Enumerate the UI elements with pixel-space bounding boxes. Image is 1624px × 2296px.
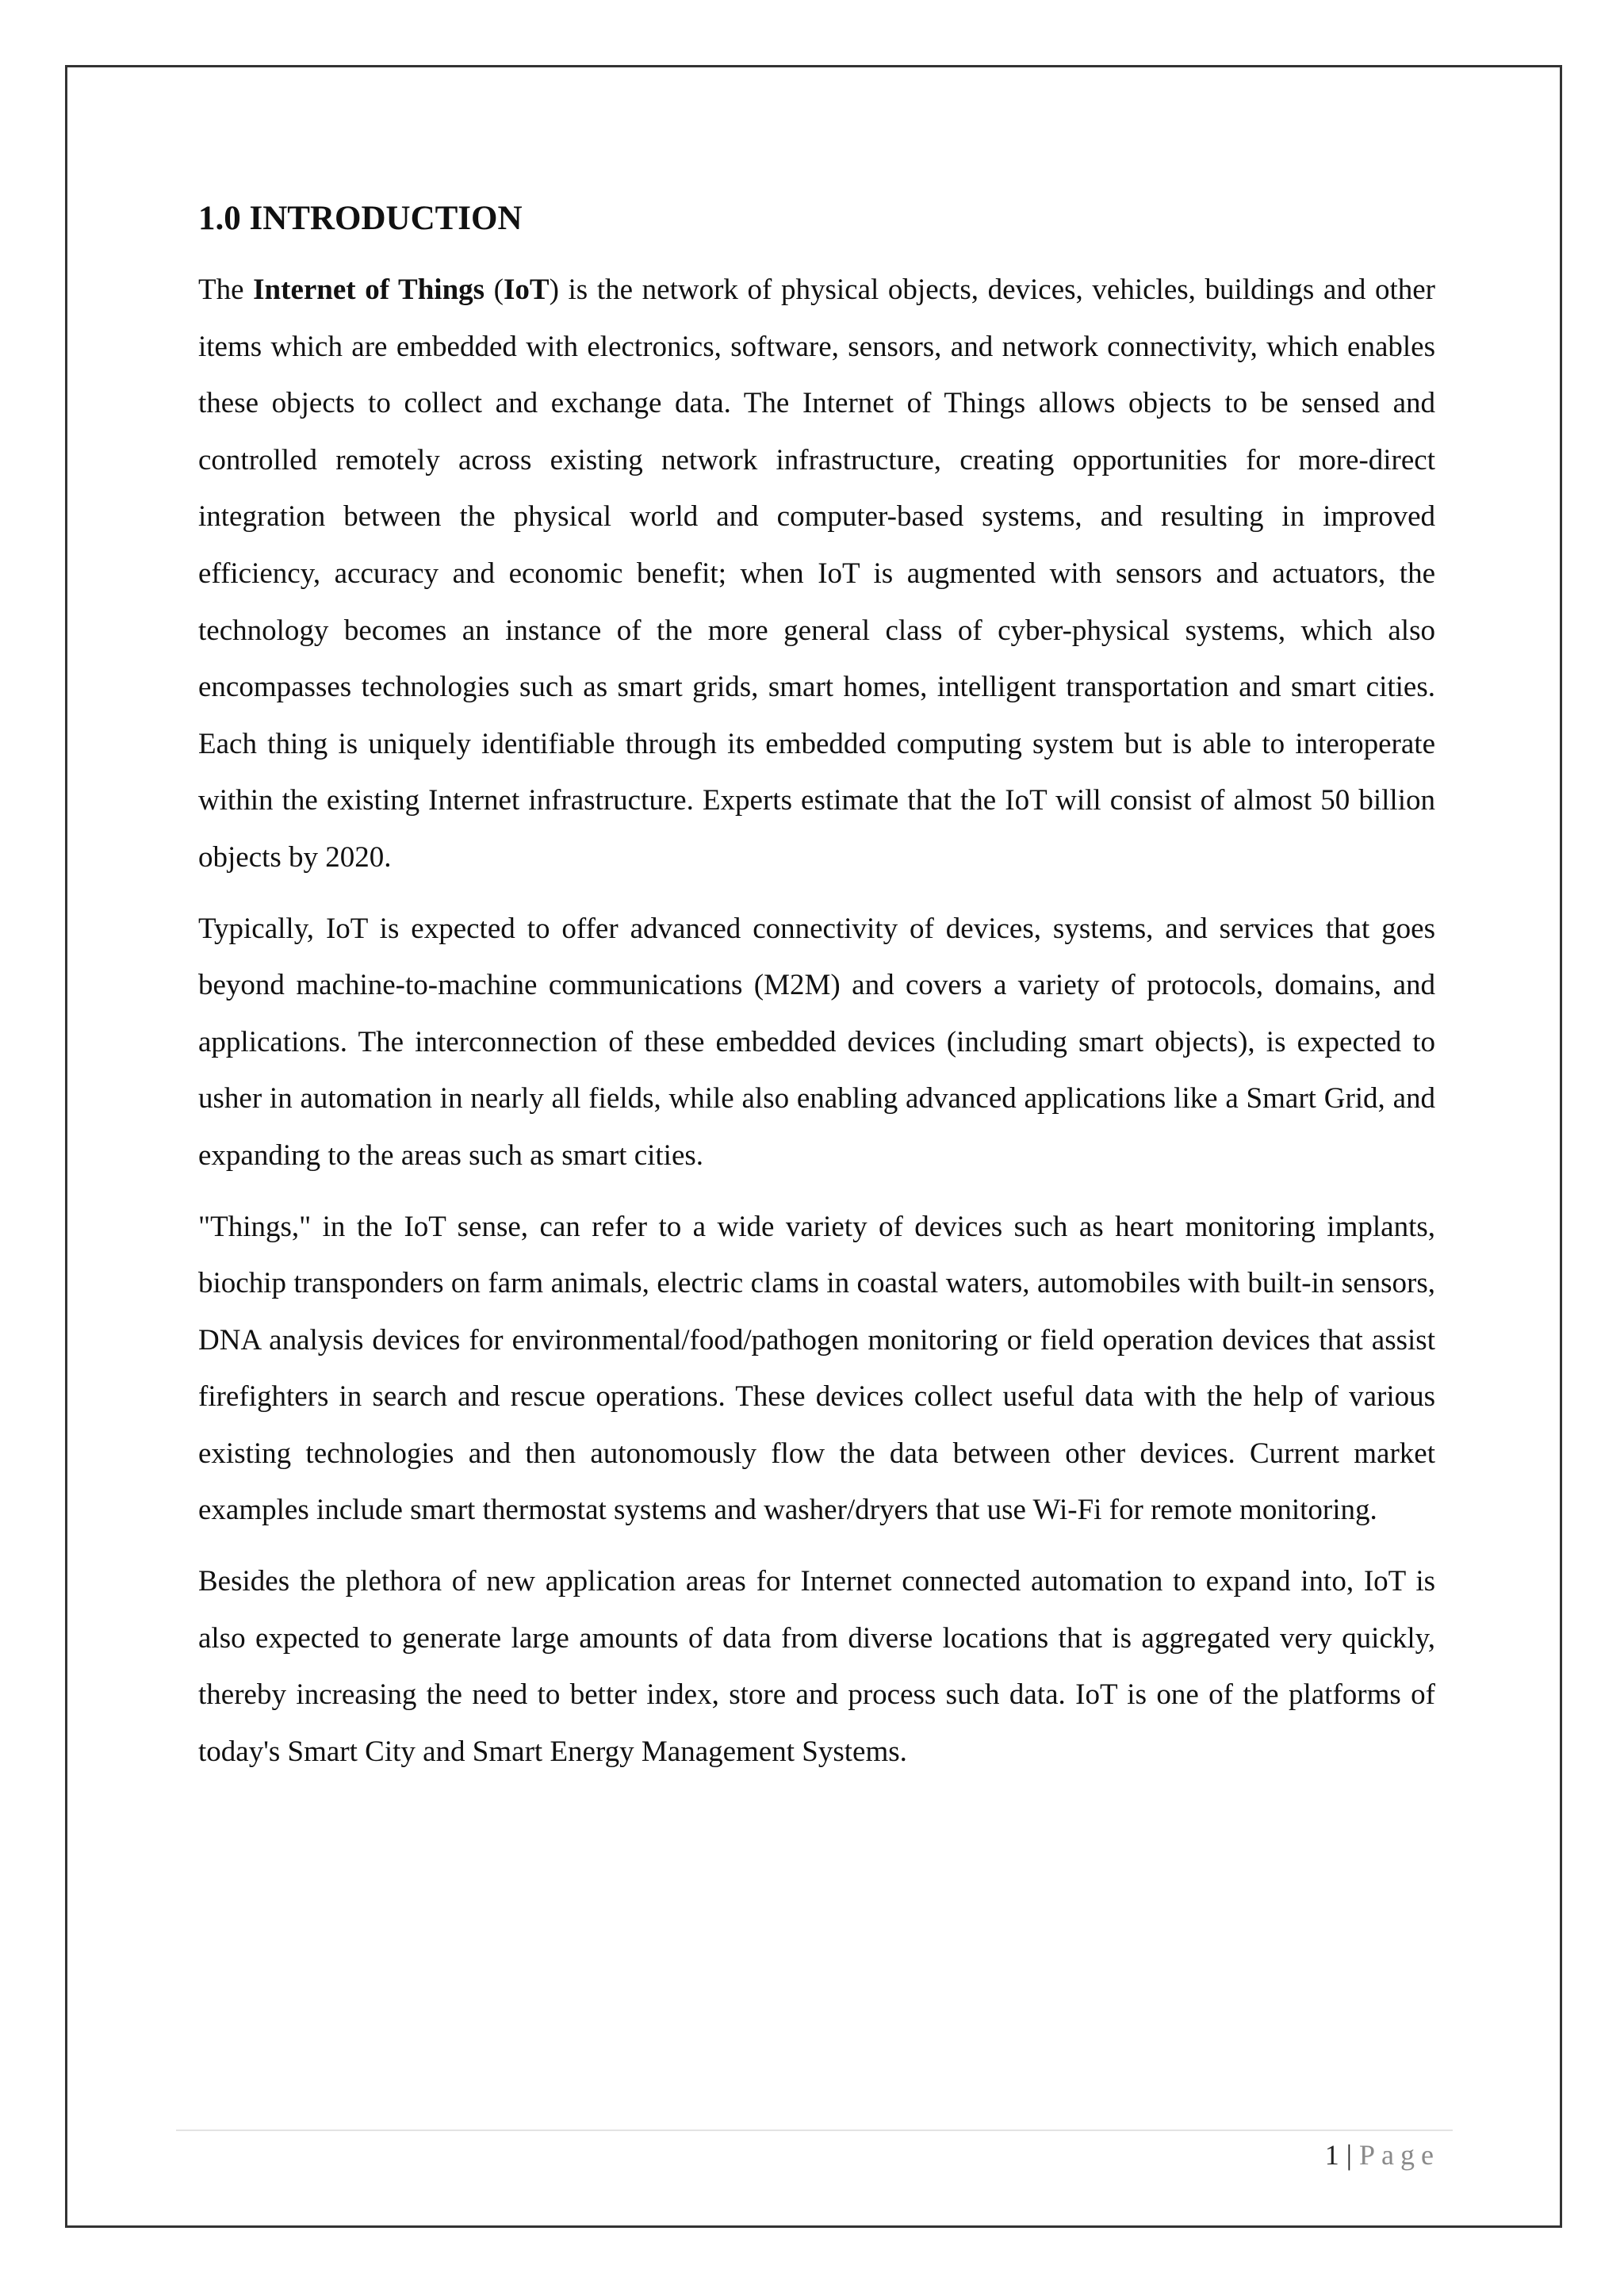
footer-divider [176,2130,1453,2131]
term-internet-of-things: Internet of Things [253,274,485,306]
paragraph-3: "Things," in the IoT sense, can refer to a wide variety of devices such as heart monitoring implants, biochip transponders on farm animals, electric clams in coastal waters, automobiles with built-in sensors, DNA analysis devices for environmental/food/pathogen monitoring or field operation devices that assist firefighters in search and rescue operations. These devices collect useful data with the help of various existing technologies and then autonomously flow the data between other devices. Current market examples include smart thermostat systems and washer/dryers that use Wi-Fi for remote monitoring. [198,1210,1435,1527]
term-iot: IoT [504,274,550,306]
page-label: Page [1359,2139,1440,2171]
paragraph-1 [198,262,1435,886]
document-body [198,190,1435,1794]
paragraph-2: Typically, IoT is expected to offer advanced connectivity of devices, systems, and services that goes beyond machine-to-machine communications (M2M) and covers a variety of protocols, domains, and applications. The interconnection of these embedded devices (including smart objects), is expected to usher in automation in nearly all fields, while also enabling advanced applications like a Smart Grid, and expanding to the areas such as smart cities. [198,912,1435,1172]
page-number: 1 [1324,2139,1339,2171]
footer-separator: | [1346,2139,1353,2171]
paragraph-1-text-a: The [198,274,254,306]
section-heading: 1.0 INTRODUCTION [198,200,523,237]
page-footer [1325,2134,1440,2175]
paragraph-1-text-b: ( [485,274,504,306]
paragraph-4: Besides the plethora of new application areas for Internet connected automation to expand into, IoT is also expected to generate large amounts of data from diverse locations that is aggregated very quickly, thereby increasing the need to better index, store and process such data. IoT is one of the platforms of today's Smart City and Smart Energy Management Systems. [198,1565,1435,1768]
paragraph-1-text-c: ) is the network of physical objects, devices, vehicles, buildings and other items which are embedded with electronics, software, sensors, and network connectivity, which enables these objects to collect and exchange data. The Internet of Things allows objects to be sensed and controlled remotely across existing network infrastructure, creating opportunities for more-direct integration between the physical world and computer-based systems, and resulting in improved efficiency, accuracy and economic benefit; when IoT is augmented with sensors and actuators, the technology becomes an instance of the more general class of cyber-physical systems, which also encompasses technologies such as smart grids, smart homes, intelligent transportation and smart cities. Each thing is uniquely identifiable through its embedded computing system but is able to interoperate within the existing Internet infrastructure. Experts estimate that the IoT will consist of almost 50 billion objects by 2020. [198,274,1435,874]
